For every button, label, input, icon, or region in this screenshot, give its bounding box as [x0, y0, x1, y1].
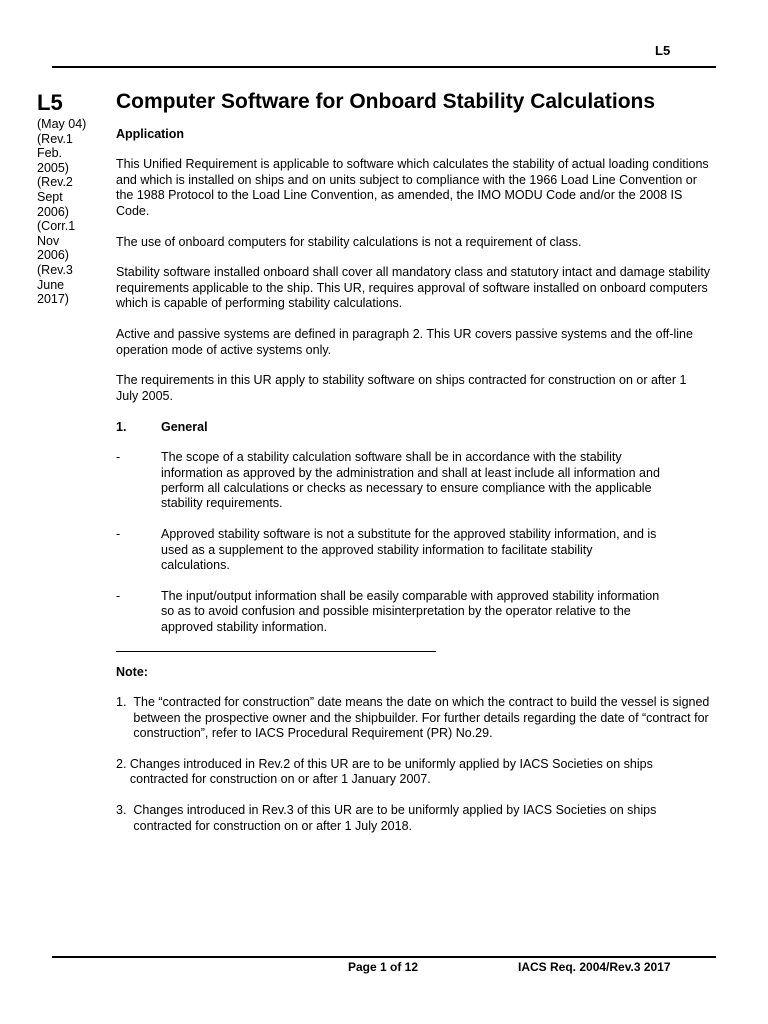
note-item [116, 757, 711, 788]
note-number: 3. [116, 803, 134, 818]
revision-history [37, 117, 107, 307]
dash-bullet: - [116, 527, 121, 542]
note-item [116, 803, 711, 834]
revision-line: 2006) [37, 248, 69, 263]
note-number: 1. [116, 695, 134, 710]
application-heading: Application [116, 127, 185, 141]
footnote-divider [116, 651, 436, 652]
note-text: Changes introduced in Rev.3 of this UR are to be uniformly applied by IACS Societies on ships contracted for construction on or after 1 July 2018. [133, 803, 657, 833]
revision-line: (Rev.2 [37, 175, 73, 190]
list-item-text: The scope of a stability calculation software shall be in accordance with the stability information as approved by the administration and shall at least include all information and perform all calculations or checks as necessary to ensure compliance with the applicable stability requirements. [161, 450, 660, 511]
paragraph: The use of onboard computers for stability calculations is not a requirement of class. [116, 234, 582, 249]
note-number: 2. [116, 756, 130, 771]
main-content [116, 88, 711, 850]
list-item-text: The input/output information shall be easily comparable with approved stability information so as to avoid confusion and possible misinterpretation by the operator relative to the approved stability information. [161, 589, 660, 634]
dash-bullet: - [116, 589, 121, 604]
note-text: Changes introduced in Rev.2 of this UR are to be uniformly applied by IACS Societies on ships contracted for construction on or after 1 January 2007. [129, 756, 653, 787]
revision-line: (Corr.1 [37, 219, 76, 234]
revision-line: 2017) [37, 292, 69, 307]
revision-line: June [37, 277, 65, 292]
header-rule [52, 66, 716, 68]
page-number: Page 1 of 12 [348, 960, 419, 974]
dash-bullet: - [116, 450, 121, 465]
document-reference: IACS Req. 2004/Rev.3 2017 [518, 960, 671, 974]
list-item-text: Approved stability software is not a substitute for the approved stability information, and is used as a supplement to the approved stability information to facilitate stability calculations. [161, 527, 657, 573]
list-item [116, 450, 711, 512]
note-heading: Note: [116, 664, 148, 679]
revision-line: (Rev.3 [37, 262, 73, 277]
list-item [116, 527, 711, 573]
note-item [116, 695, 711, 741]
sidebar [37, 90, 107, 307]
revision-line: Sept [37, 189, 63, 204]
paragraph: This Unified Requirement is applicable to software which calculates the stability of actual loading conditions and which is installed on ships and on units subject to compliance with the 1966 Load Line Convention or the 1988 Protocol to the Load Line Convention, as amended, the IMO MODU Code and/or the 2008 IS Code. [116, 157, 709, 218]
page-title: Computer Software for Onboard Stability Calculations [116, 90, 656, 113]
section-title: General [161, 419, 208, 434]
paragraph: The requirements in this UR apply to stability software on ships contracted for construction on or after 1 July 2005. [116, 373, 687, 403]
revision-line: 2005) [37, 160, 69, 175]
paragraph: Stability software installed onboard shall cover all mandatory class and statutory intact and damage stability requirements applicable to the ship. This UR, requires approval of software installed on onboard computers which is capable of performing stability calculations. [116, 265, 711, 311]
section-number: 1. [116, 419, 127, 434]
list-item [116, 589, 711, 635]
sidebar-code: L5 [37, 90, 63, 115]
revision-line: (Rev.1 [37, 131, 73, 146]
note-text: The “contracted for construction” date means the date on which the contract to build the vessel is signed between the prospective owner and the shipbuilder. For further details regarding the date of “contract for construction”, refer to IACS Procedural Requirement (PR) No.29. [133, 695, 710, 740]
footer-rule [52, 956, 716, 958]
revision-line: Nov [37, 233, 60, 248]
header-code: L5 [655, 43, 671, 58]
revision-line: 2006) [37, 204, 69, 219]
paragraph: Active and passive systems are defined in paragraph 2. This UR covers passive systems and the off-line operation mode of active systems only. [116, 327, 693, 357]
revision-line: (May 04) [37, 117, 87, 131]
revision-line: Feb. [37, 146, 63, 161]
section-heading-general [116, 420, 711, 435]
